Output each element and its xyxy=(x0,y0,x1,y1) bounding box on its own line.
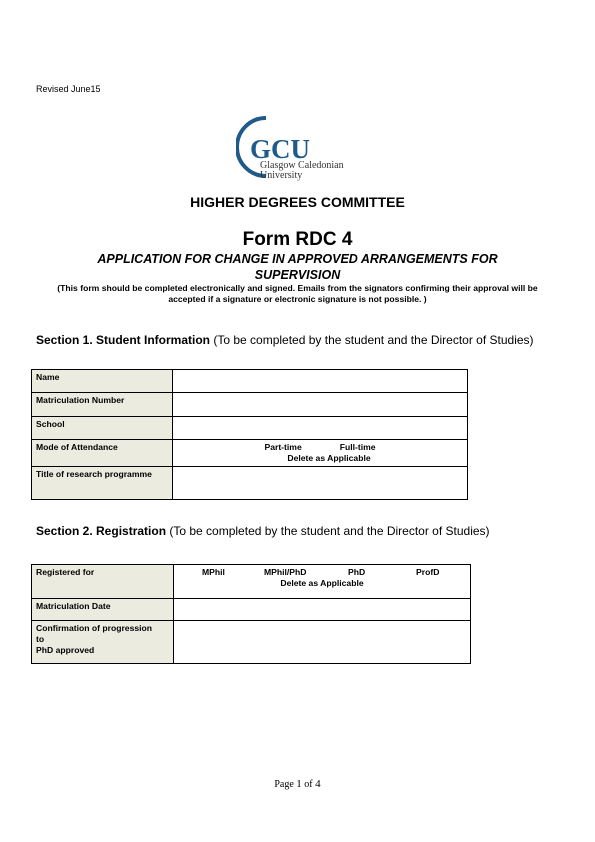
instructions-note: (This form should be completed electronically and signed. Emails from the signators confirming their approval will be accepted if a signature or electronic signature is not possible. ) xyxy=(57,283,538,304)
matric-date-field[interactable] xyxy=(174,599,471,621)
of-word: of xyxy=(301,779,316,790)
school-field[interactable] xyxy=(173,417,468,440)
label-research-title: Title of research programme xyxy=(32,467,173,500)
logo-line-1: Glasgow Caledonian xyxy=(260,160,344,171)
page-total: 4 xyxy=(315,778,321,790)
section-1-title: Section 1. Student Information xyxy=(36,333,211,347)
label-progression xyxy=(32,621,174,664)
option-phd[interactable]: PhD xyxy=(348,567,366,577)
section-2-heading xyxy=(36,524,490,538)
progression-line-1: Confirmation of progression xyxy=(36,623,153,633)
research-title-field[interactable] xyxy=(173,467,468,500)
progression-line-2: to xyxy=(36,634,45,644)
name-field[interactable] xyxy=(173,370,468,393)
option-mphil[interactable]: MPhil xyxy=(202,567,225,577)
page-current: 1 xyxy=(296,778,302,790)
registered-for-field[interactable] xyxy=(174,565,471,599)
logo-mark: GCU xyxy=(250,134,310,164)
application-title: APPLICATION FOR CHANGE IN APPROVED ARRANGEMENTS FOR SUPERVISION xyxy=(97,252,498,282)
label-matric-date: Matriculation Date xyxy=(32,599,174,621)
gcu-logo xyxy=(236,114,360,184)
mode-field[interactable] xyxy=(173,440,468,467)
mode-full-time[interactable]: Full-time xyxy=(339,442,376,452)
registration-table xyxy=(31,564,471,664)
mode-note: Delete as Applicable xyxy=(287,453,371,463)
student-info-table xyxy=(31,369,468,500)
page-footer xyxy=(0,778,595,790)
mode-part-time[interactable]: Part-time xyxy=(264,442,302,452)
label-matric-number: Matriculation Number xyxy=(32,393,173,417)
section-2-subtext: (To be completed by the student and the Director of Studies) xyxy=(166,524,490,538)
revision-date: Revised June15 xyxy=(36,84,101,94)
progression-field[interactable] xyxy=(174,621,471,664)
form-title: Form RDC 4 xyxy=(242,229,353,250)
section-2-title: Section 2. Registration xyxy=(36,524,167,538)
label-mode: Mode of Attendance xyxy=(32,440,173,467)
matric-number-field[interactable] xyxy=(173,393,468,417)
label-registered-for: Registered for xyxy=(32,565,174,599)
registered-note: Delete as Applicable xyxy=(280,578,364,588)
option-mphil-phd[interactable]: MPhil/PhD xyxy=(264,567,307,577)
label-name: Name xyxy=(32,370,173,393)
label-school: School xyxy=(32,417,173,440)
progression-line-3: PhD approved xyxy=(36,645,95,655)
committee-heading: HIGHER DEGREES COMMITTEE xyxy=(190,194,405,210)
page-word: Page xyxy=(274,779,297,790)
option-profd[interactable]: ProfD xyxy=(416,567,440,577)
section-1-subtext: (To be completed by the student and the Director of Studies) xyxy=(210,333,534,347)
section-1-heading xyxy=(36,333,534,347)
logo-line-2: University xyxy=(260,170,303,181)
